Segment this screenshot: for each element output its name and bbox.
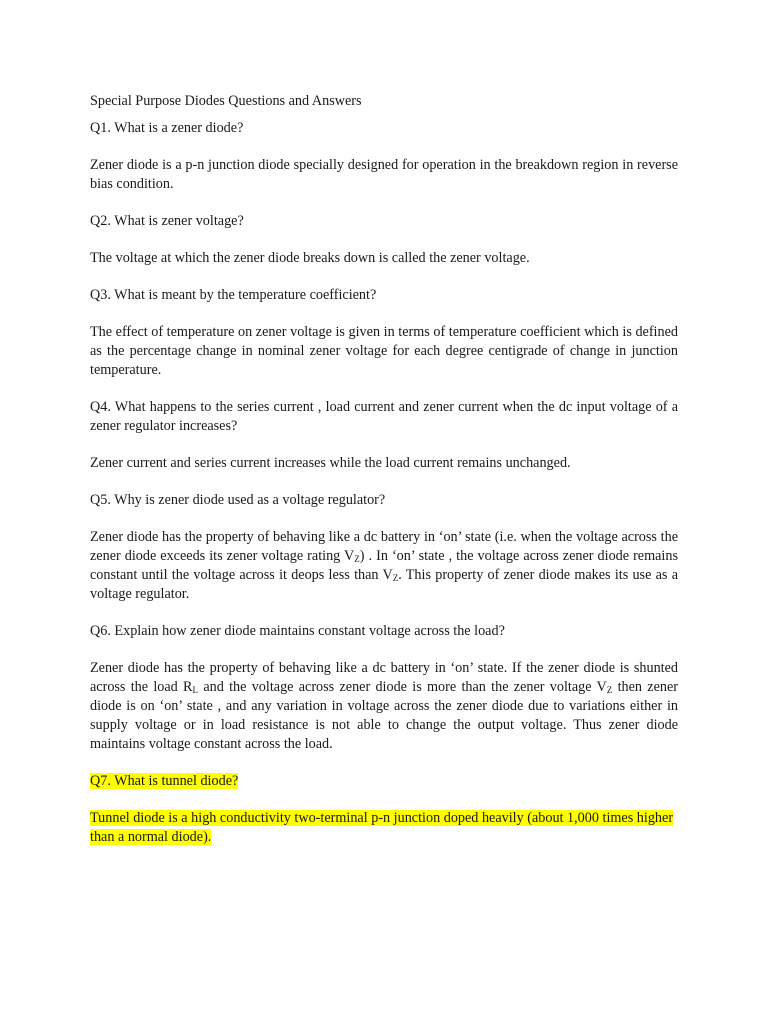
answer-5-subscript-1: Z — [354, 554, 360, 564]
answer-5-subscript-2: Z — [392, 573, 399, 583]
answer-3: The effect of temperature on zener voltage is given in terms of temperature coefficient which is defined as the percentage change in nominal zener voltage for each degree centigrade of change in junction temperature. — [90, 324, 678, 378]
answer-2: The voltage at which the zener diode breaks down is called the zener voltage. — [90, 250, 530, 266]
question-7 — [90, 772, 678, 791]
answer-7 — [90, 809, 678, 847]
question-6: Q6. Explain how zener diode maintains constant voltage across the load? — [90, 623, 505, 639]
document-title: Special Purpose Diodes Questions and Answers — [90, 93, 362, 109]
answer-6-text-2: and the voltage across zener diode is more than the zener voltage V — [198, 679, 607, 695]
answer-4: Zener current and series current increases while the load current remains unchanged. — [90, 455, 571, 471]
question-5: Q5. Why is zener diode used as a voltage regulator? — [90, 492, 386, 508]
answer-6-subscript-2: Z — [606, 685, 613, 695]
answer-5-text-2: ) . In ‘on’ state , the voltage across zener diode remains constant until the voltage across it deops less than V — [90, 548, 678, 583]
question-1: Q1. What is a zener diode? — [90, 120, 244, 136]
answer-5-text-1: Zener diode has the property of behaving like a dc battery in ‘on’ state (i.e. when the voltage across the zener diode exceeds its zener voltage rating V — [90, 529, 678, 564]
document-page — [90, 92, 678, 865]
question-3: Q3. What is meant by the temperature coefficient? — [90, 287, 377, 303]
answer-6-text-3: then zener diode is on ‘on’ state , and any variation in voltage across the zener diode due to variations either in supply voltage or in load resistance is not able to change the output voltage. Thus zener diode maintains voltage constant across the load. — [90, 679, 678, 752]
question-7-highlighted: Q7. What is tunnel diode? — [90, 773, 239, 789]
answer-5 — [90, 528, 678, 604]
answer-6-text-1: Zener diode has the property of behaving like a dc battery in ‘on’ state. If the zener diode is shunted across the load R — [90, 660, 678, 695]
answer-1: Zener diode is a p-n junction diode specially designed for operation in the breakdown region in reverse bias condition. — [90, 157, 678, 192]
answer-6 — [90, 659, 678, 754]
question-2: Q2. What is zener voltage? — [90, 213, 244, 229]
answer-6-subscript-1: L — [192, 685, 199, 695]
answer-7-highlighted: Tunnel diode is a high conductivity two-terminal p-n junction doped heavily (about 1,000 times higher than a normal diode). — [90, 810, 674, 845]
answer-5-text-3: . This property of zener diode makes its use as a voltage regulator. — [90, 567, 678, 602]
question-4: Q4. What happens to the series current , load current and zener current when the dc input voltage of a zener regulator increases? — [90, 399, 678, 434]
